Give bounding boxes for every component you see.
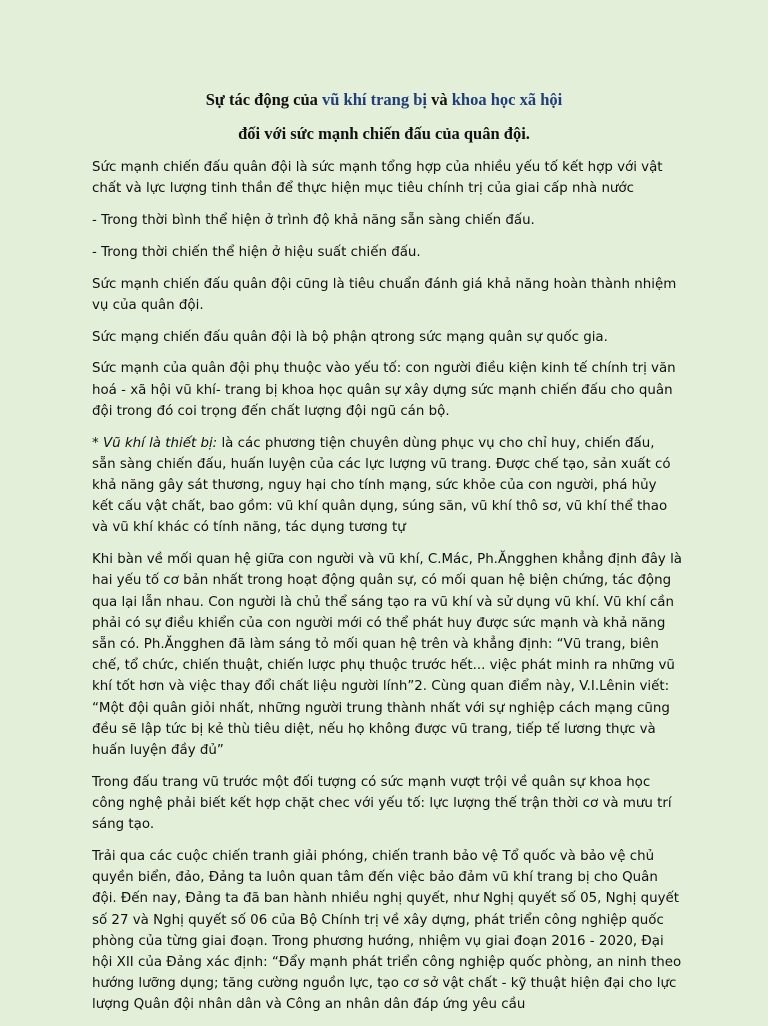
paragraph-1: Sức mạnh chiến đấu quân đội là sức mạnh tổng hợp của nhiều yếu tố kết hợp với vật chất và lực lượng tinh thần để thực hiện mục tiêu chính trị của giai cấp nhà nước [92, 160, 663, 197]
paragraph-5: Sức mạng chiến đấu quân đội là bộ phận qtrong sức mạng quân sự quốc gia. [92, 329, 608, 345]
title-highlight-weapons: vũ khí trang bị [322, 90, 427, 109]
paragraph-10: Trải qua các cuộc chiến tranh giải phóng, chiến tranh bảo vệ Tổ quốc và bảo vệ chủ quyền biển, đảo, Đảng ta luôn quan tâm đến việc bảo đảm vũ khí trang bị cho Quân đội. Đến nay, Đảng ta đã ban hành nhiều nghị quyết, như Nghị quyết số 05, Nghị quyết số 27 và Nghị quyết số 06 của Bộ Chính trị về xây dựng, phát triển công nghiệp quốc phòng của từng giai đoạn. Trong phương hướng, nhiệm vụ giai đoạn 2016 - 2020, Đại hội XII của Đảng xác định: “Đẩy mạnh phát triển công nghiệp quốc phòng, an ninh theo hướng lưỡng dụng; tăng cường nguồn lực, tạo cơ sở vật chất - kỹ thuật hiện đại cho lực lượng Quân đội nhân dân và Công an nhân dân đáp ứng yêu cầu [92, 849, 682, 1013]
paragraph-8: Khi bàn về mối quan hệ giữa con người và vũ khí, C.Mác, Ph.Ăngghen khẳng định đây là hai yếu tố cơ bản nhất trong hoạt động quân sự, có mối quan hệ biện chứng, tác động qua lại lẫn nhau. Con người là chủ thể sáng tạo ra vũ khí và sử dụng vũ khí. Vũ khí cần phải có sự điều khiển của con người mới có thể phát huy được sức mạnh và khả năng sẵn có. Ph.Ăngghen đã làm sáng tỏ mối quan hệ trên và khẳng định: “Vũ trang, biên chế, tổ chức, chiến thuật, chiến lược phụ thuộc trước hết... việc phát minh ra những vũ khí tốt hơn và việc thay đổi chất liệu người lính”2. Cùng quan điểm này, V.I.Lênin viết: “Một đội quân giỏi nhất, những người trung thành nhất với sự nghiệp cách mạng cũng đều sẽ lập tức bị kẻ thù tiêu diệt, nếu họ không được vũ trang, tiếp tế lương thực và huấn luyện đầy đủ” [92, 552, 683, 759]
title-text-1: Sự tác động của [205, 90, 322, 109]
paragraph-4: Sức mạnh chiến đấu quân đội cũng là tiêu chuẩn đánh giá khả năng hoàn thành nhiệm vụ của quân đội. [92, 276, 677, 313]
document-title-line-2: đối với sức mạnh chiến đấu của quân đội. [238, 124, 530, 143]
title-text-2: và [427, 90, 452, 109]
document-body [92, 157, 682, 1026]
paragraph-7 [92, 433, 682, 539]
document-title-line-1 [0, 90, 768, 110]
paragraph-7-italic-lead: * Vũ khí là thiết bị: [92, 435, 218, 451]
title-highlight-social-science: khoa học xã hội [451, 90, 563, 109]
paragraph-2: - Trong thời bình thể hiện ở trình độ khả năng sẵn sàng chiến đấu. [92, 213, 535, 228]
paragraph-3: - Trong thời chiến thể hiện ở hiệu suất chiến đấu. [92, 244, 421, 260]
paragraph-9: Trong đấu trang vũ trước một đối tượng có sức mạnh vượt trội về quân sự khoa học công nghệ phải biết kết hợp chặt chec với yếu tố: lực lượng thế trận thời cơ và mưu trí sáng tạo. [92, 774, 672, 833]
paragraph-7-text: là các phương tiện chuyên dùng phục vụ cho chỉ huy, chiến đấu, sẵn sàng chiến đấu, huấn luyện của các lực lượng vũ trang. Được chế tạo, sản xuất có khả năng gây sát thương, nguy hại cho tính mạng, sức khỏe của con người, phá hủy kết cấu vật chất, bao gồm: vũ khí quân dụng, súng săn, vũ khí thô sơ, vũ khí thể thao và vũ khí khác có tính năng, tác dụng tương tự [92, 435, 671, 536]
paragraph-6: Sức mạnh của quân đội phụ thuộc vào yếu tố: con người điều kiện kinh tế chính trị văn hoá - xã hội vũ khí- trang bị khoa học quân sự xây dựng sức mạnh chiến đấu cho quân đội trong đó coi trọng đến chất lượng đội ngũ cán bộ. [92, 361, 676, 419]
